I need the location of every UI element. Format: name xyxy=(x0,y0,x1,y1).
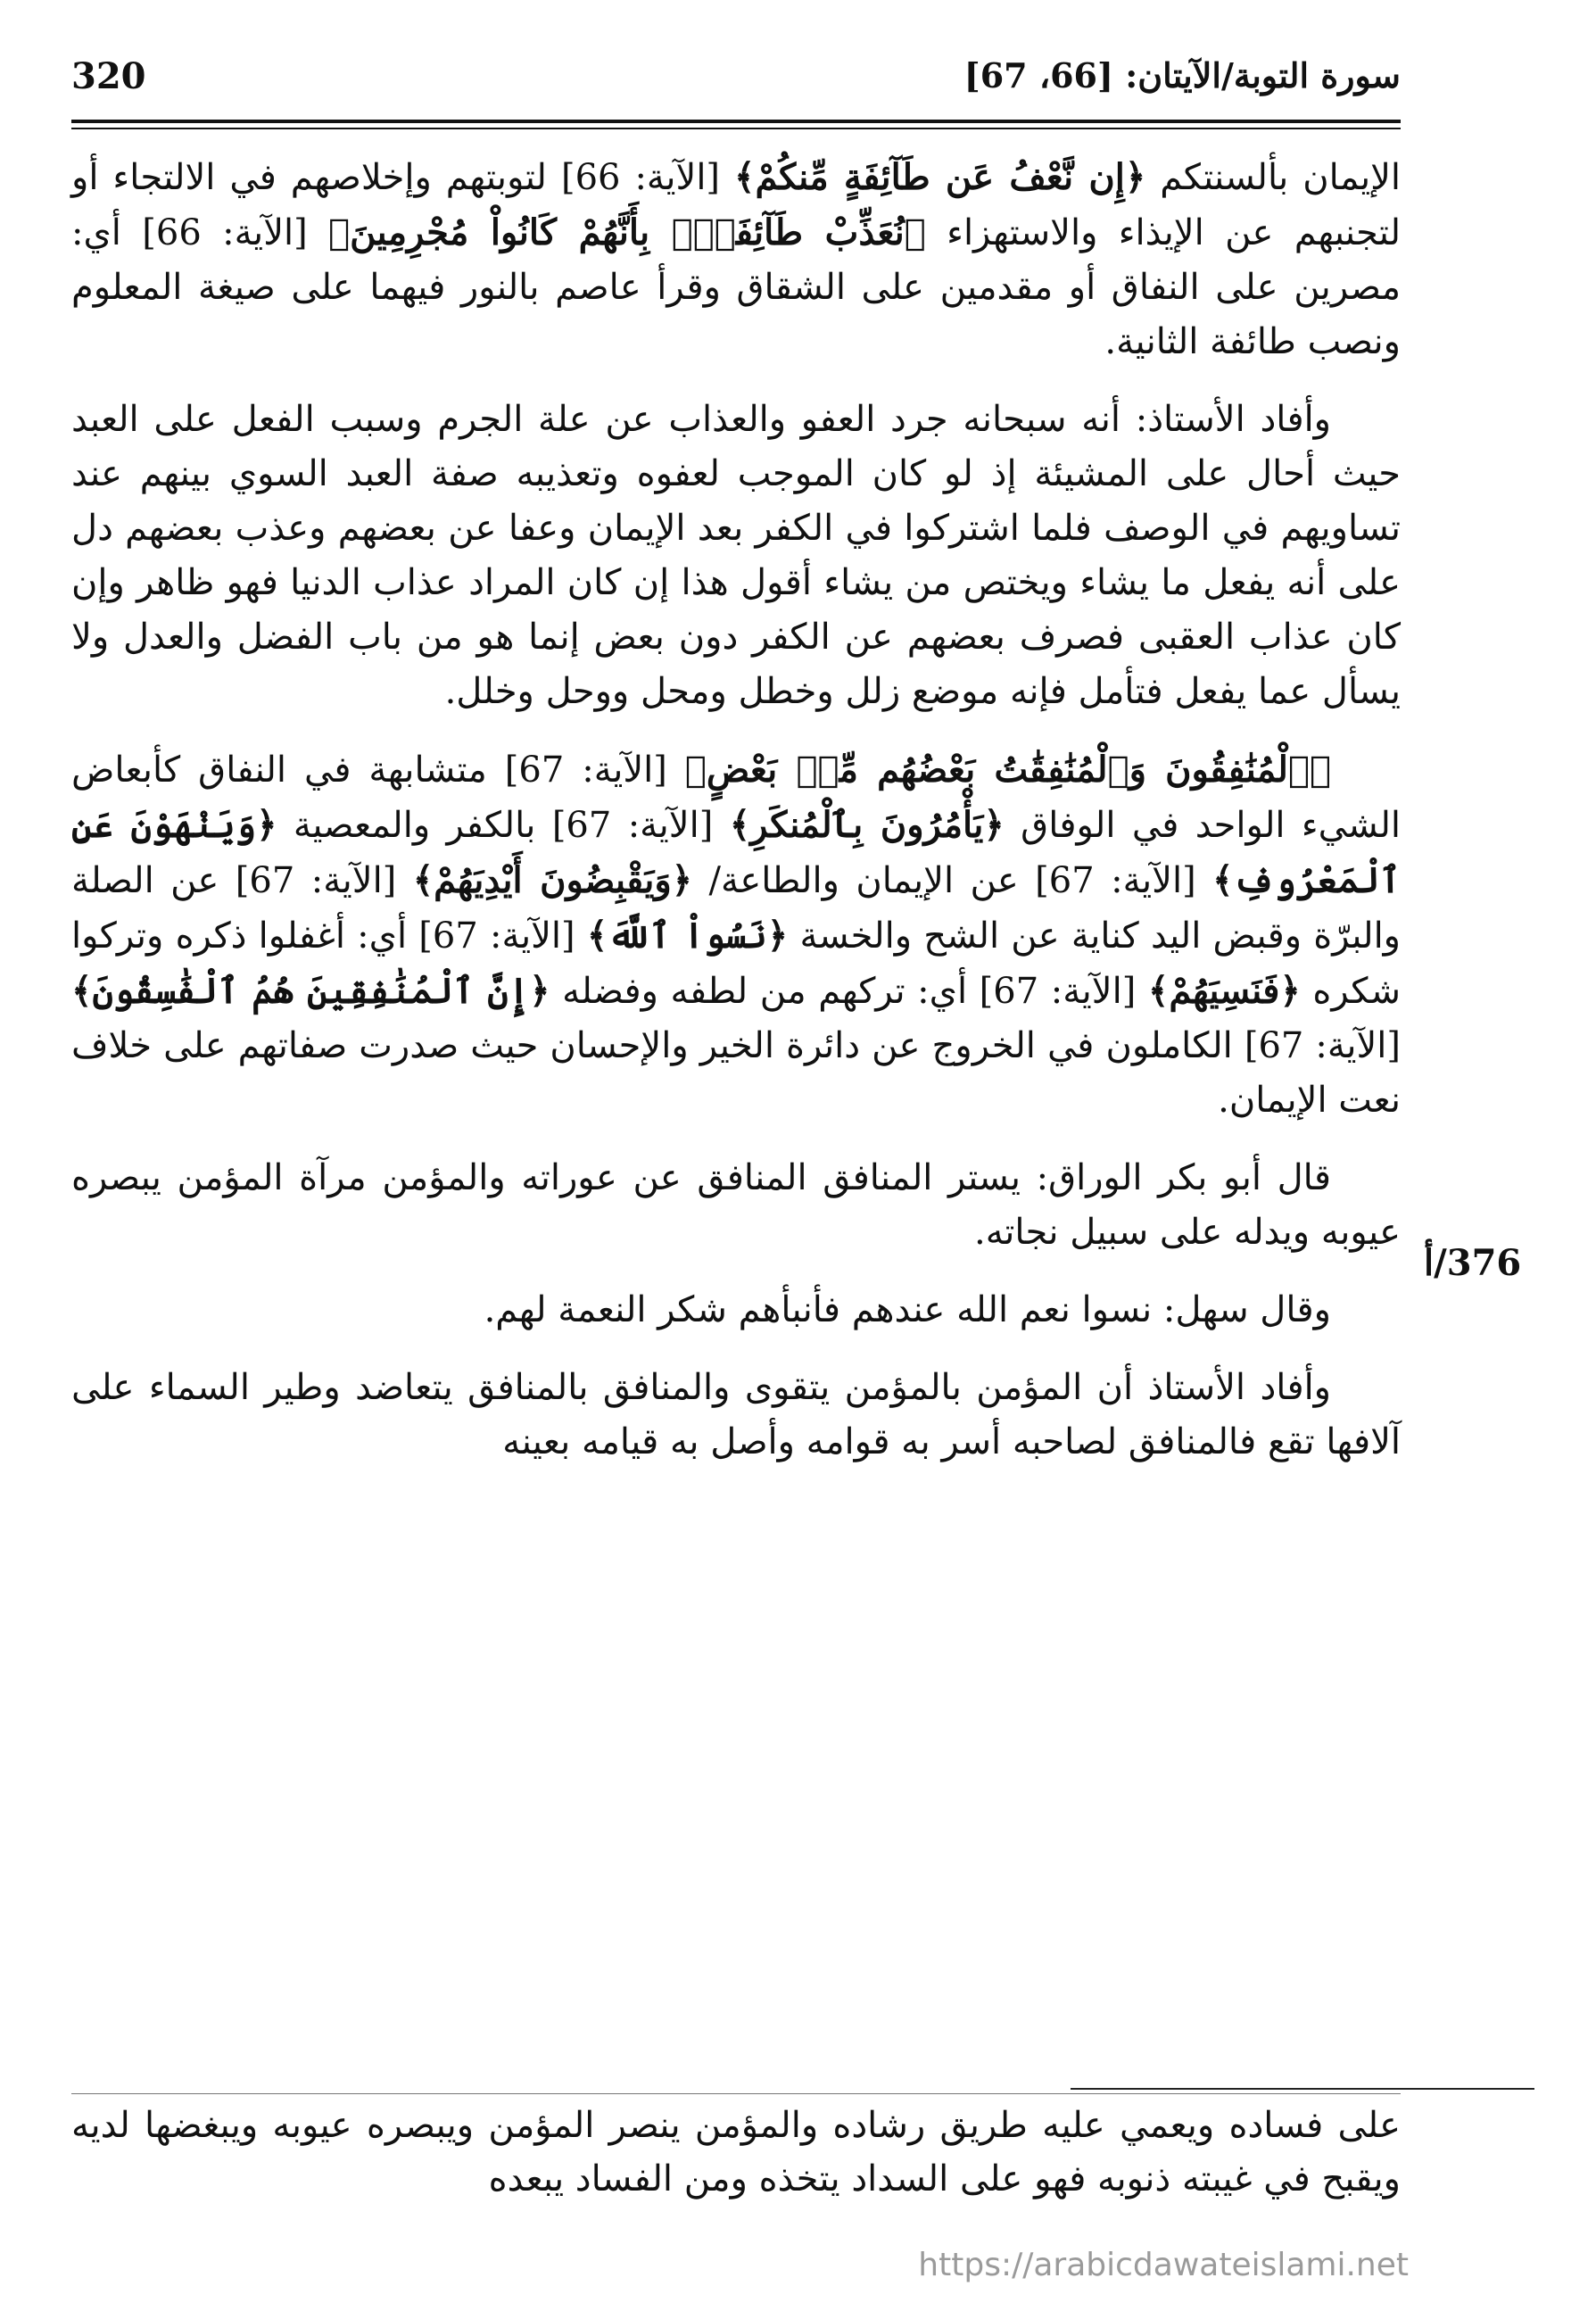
commentary-text: [الآية: 67] عن الإيمان والطاعة/ xyxy=(692,860,1213,901)
commentary-text: [الآية: 66] أي: مصرين على النفاق أو مقدمين على الشقاق وقرأ عاصم بالنور فيهما على صيغة المعلوم ونصب طائفة الثانية. xyxy=(71,212,1401,362)
commentary-text: [الآية: 67] أي: أغفلوا ذكره وتركوا شكره xyxy=(71,915,1402,1012)
commentary-text: [الآية: 67] بالكفر والمعصية xyxy=(277,805,730,846)
commentary-text: [الآية: 67] الكاملون في الخروج عن دائرة الخير والإحسان حيث صدرت صفاتهم على خلاف نعت الإيمان. xyxy=(71,1025,1401,1121)
quran-verse: ﴿ٱلْمُنَٰفِقُونَ وَٱلْمُنَٰفِقَٰتُ بَعْضُهُم مِّنۢ بَعْضٍ﴾ xyxy=(684,749,1332,791)
commentary-text: [الآية: 67] عن الصلة والبرّة وقبض اليد كناية عن الشح والخسة xyxy=(71,860,1401,957)
margin-note: 376/أ xyxy=(1424,1242,1522,1284)
commentary-text: وقال سهل: نسوا نعم الله عندهم فأنبأهم شكر النعمة لهم. xyxy=(484,1289,1331,1330)
quran-verse: ﴿إِنَّ ٱلْمُنَٰفِقِينَ هُمُ ٱلْفَٰسِقُونَ﴾ xyxy=(71,970,550,1012)
paragraph-p5 xyxy=(71,1283,1401,1338)
paragraph-p6 xyxy=(71,1361,1401,1470)
paragraph-p4 xyxy=(71,1151,1401,1260)
commentary-text: [الآية: 67] أي: تركهم من لطفه وفضله xyxy=(550,971,1148,1012)
quran-verse: ﴿نَسُواْ ٱللَّهَ﴾ xyxy=(586,915,789,957)
running-title: سورة التوبة/الآيتان: [66، 67] xyxy=(963,55,1401,95)
paragraph-p1 xyxy=(71,150,1401,369)
quran-verse: ﴿نُعَذِّبْ طَآئِفَةًۢ بِأَنَّهُمْ كَانُواْ مُجْرِمِينَ﴾ xyxy=(328,211,926,253)
continuation-rule-long xyxy=(71,2093,1401,2094)
commentary-text: وأفاد الأستاذ: أنه سبحانه جرد العفو والعذاب عن علة الجرم وسبب الفعل على العبد حيث أحال على المشيئة إذ لو كان الموجب لعفوه وتعذيبه صفة العبد السوي بينهم عند تساويهم في الوصف فلما اشتركوا في الكفر بعد الإيمان وعفا عن بعضهم وعذب بعضهم دل على أنه يفعل ما يشاء ويختص من يشاء أقول هذا إن كان المراد عذاب الدنيا فهو ظاهر وإن كان عذاب العقبى فصرف بعضهم عن الكفر دون بعض إنما هو من باب الفضل والعدل ولا يسأل عما يفعل فتأمل فإنه موضع زلل وخطل ومحل ووحل وخلل. xyxy=(71,399,1401,712)
quran-verse: ﴿وَيَنْهَوْنَ عَنِ ٱلْمَعْرُوفِ﴾ xyxy=(71,804,1402,901)
commentary-text: [الآية: 67] متشابهة في النفاق كأبعاض الشيء الواحد في الوفاق xyxy=(71,750,1402,846)
quran-verse: ﴿يَأْمُرُونَ بِٱلْمُنكَرِ﴾ xyxy=(729,804,1005,846)
commentary-text: [الآية: 66] لتوبتهم وإخلاصهم في الالتجاء أو لتجنبهم عن الإيذاء والاستهزاء xyxy=(71,157,1402,253)
continuation-rule xyxy=(1071,2088,1534,2090)
header-rule-thick xyxy=(71,120,1401,123)
paragraph-p2 xyxy=(71,393,1401,719)
body-text xyxy=(71,150,1401,1493)
commentary-text: وأفاد الأستاذ أن المؤمن بالمؤمن يتقوى والمنافق بالمنافق يتعاضد وطير السماء على آلافها تقع فالمنافق لصاحبه أسر به قوامه وأصل به قيامه بعينه xyxy=(71,1367,1401,1462)
commentary-text: قال أبو بكر الوراق: يستر المنافق المنافق عن عوراته والمؤمن مرآة المؤمن يبصره عيوبه ويدله على سبيل نجاته. xyxy=(71,1157,1401,1253)
quran-verse: ﴿وَيَقْبِضُونَ أَيْدِيَهُمْ﴾ xyxy=(412,859,693,901)
quran-verse: ﴿فَنَسِيَهُمْ﴾ xyxy=(1147,970,1301,1012)
continuation-text: على فساده ويعمي عليه طريق رشاده والمؤمن ينصر المؤمن ويبصره عيوبه ويبغضها لديه ويقبح في غيبته ذنوبه فهو على السداد يتخذه ومن الفساد يبعده xyxy=(71,2105,1401,2199)
watermark-url: https://arabicdawateislami.net xyxy=(918,2247,1409,2283)
quran-verse: ﴿إِن نَّعْفُ عَن طَآئِفَةٍ مِّنكُمْ﴾ xyxy=(734,156,1146,198)
page-number: 320 xyxy=(71,55,146,97)
header-rule-thin xyxy=(71,128,1401,129)
paragraph-p3 xyxy=(71,742,1401,1128)
page-header xyxy=(71,55,1401,109)
commentary-text: الإيمان بألسنتكم xyxy=(1145,157,1402,198)
